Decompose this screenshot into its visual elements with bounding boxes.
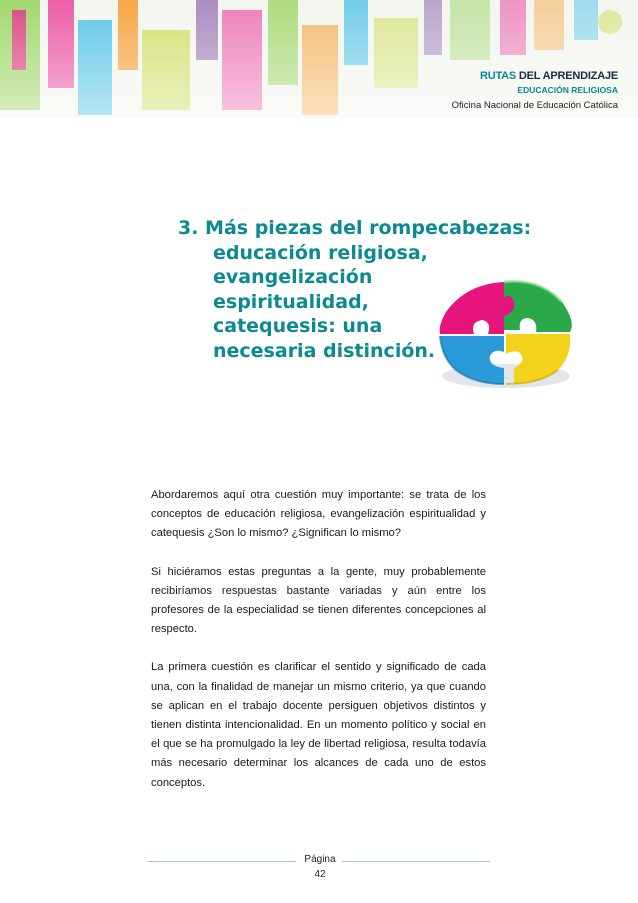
footer-divider-left [148,861,296,862]
footer-divider-right [342,861,490,862]
heading-line-2: educación religiosa, [213,241,428,264]
paragraph-3: La primera cuestión es clarificar el sentido y significado de cada una, con la finalidad de manejar un mismo criterio, ya que cuando se aplican en el trabajo docente persiguen objetivos distintos y tienen distinta intencionalidad. En un momento político y social en el que se ha promulgado la ley de libertad religiosa, resulta todavía más necesario determinar los alcances de cada uno de estos conceptos. [151,661,486,789]
puzzle-icon [430,272,578,392]
heading-line-4: espiritualidad, [213,290,369,313]
paragraph-2: Si hiciéramos estas preguntas a la gente, muy probablemente recibiríamos respuestas bastante variadas y aún entre los profesores de la especialidad se tienen diferentes concepciones al respecto. [151,565,486,636]
page-footer [302,852,338,882]
page-number: 42 [314,869,326,880]
brand-rutas: RUTAS [479,70,517,82]
heading-line-1: 3. Más piezas del rompecabezas: [178,217,532,239]
header-banner [0,0,638,118]
brand-title [452,70,618,82]
page-label: Página [304,854,336,865]
brand-del-aprendizaje: DEL APRENDIZAJE [518,70,618,82]
office-name: Oficina Nacional de Educación Católica [451,100,618,111]
heading-line-3: evangelización [213,266,373,288]
heading-line-6: necesaria distinción. [213,339,436,362]
brand-block [452,70,618,111]
brand-subtitle: EDUCACIÓN RELIGIOSA [517,85,618,95]
body-text [151,486,486,812]
heading-line-5: catequesis: una [213,315,383,337]
paragraph-1: Abordaremos aquí otra cuestión muy importante: se trata de los conceptos de educación religiosa, evangelización espiritualidad y catequesis ¿Son lo mismo? ¿Significan lo mismo? [151,489,486,540]
